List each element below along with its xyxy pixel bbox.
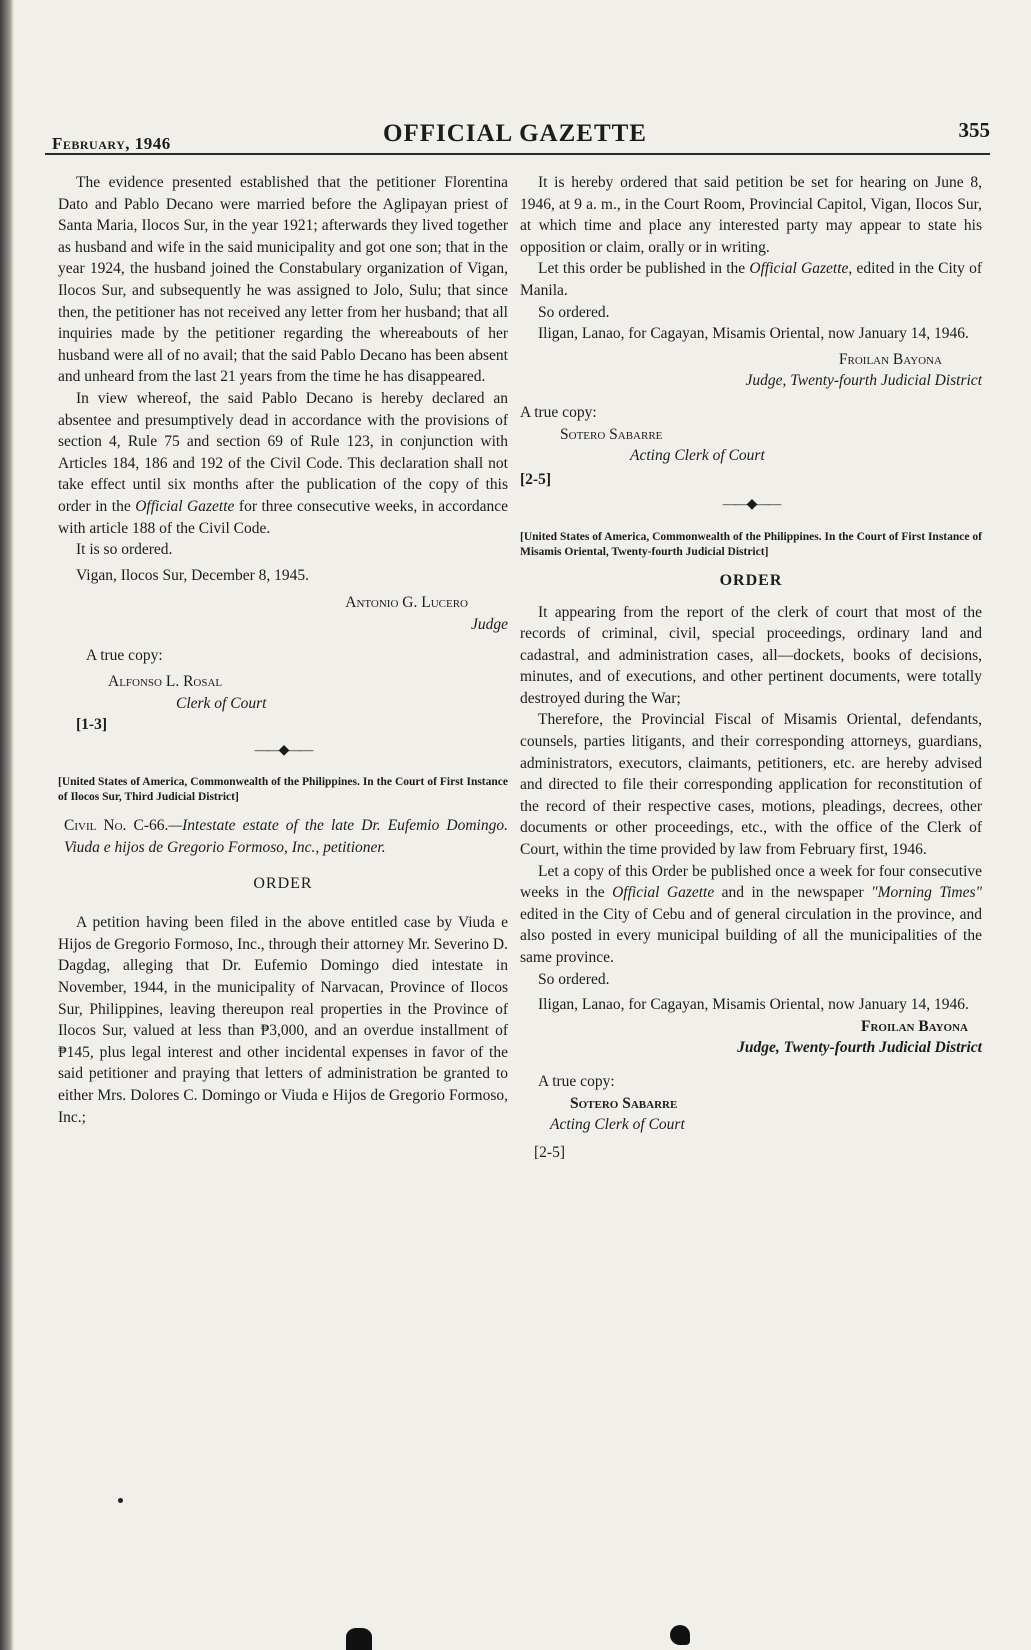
right-true-copy-2: A true copy: <box>538 1072 615 1090</box>
right-para-copy-text-a: Let a copy of this Order be published once a week for four consecutive weeks in the <box>520 862 982 902</box>
right-ref-2: [2-5] <box>534 1143 565 1161</box>
right-order-heading: ORDER <box>719 571 783 589</box>
right-para-copy-newspaper: "Morning Times" <box>871 884 982 902</box>
right-column <box>520 172 982 1167</box>
right-para-copy-text-c: edited in the City of Cebu and of general circulation in the province, and also posted in every municipal building of all the municipalities of the same province. <box>520 905 982 966</box>
header-title: OFFICIAL GAZETTE <box>383 120 647 147</box>
left-place-date: Vigan, Ilocos Sur, December 8, 1945. <box>76 566 310 584</box>
left-true-copy: A true copy: <box>86 647 163 665</box>
left-order-heading: ORDER <box>253 874 313 892</box>
right-para-therefore: Therefore, the Provincial Fiscal of Misamis Oriental, defendants, counsels, parties litigants, and their corresponding attorneys, guardians, administrators, executors, claimants, petitioners, etc. are hereby advised and directed to file their corresponding application for reconstitution of the record of their respective cases, motions, pleadings, decrees, other documents or other proceedings, etc., with the office of the Clerk of Court, within the time provided by law from February first, 1946. <box>520 711 982 859</box>
right-judge-name: Froilan Bayona <box>838 350 942 368</box>
right-so-ordered: So ordered. <box>538 303 610 321</box>
scan-speck <box>118 1498 123 1503</box>
left-judge-name: Antonio G. Lucero <box>345 594 468 612</box>
left-judge-title: Judge <box>470 615 508 633</box>
right-para-copy-text-b: and in the newspaper <box>714 884 872 902</box>
right-clerk-name: Sotero Sabarre <box>560 425 663 443</box>
right-para-publish <box>520 258 982 301</box>
right-place-date: Iligan, Lanao, for Cagayan, Misamis Oriental, now January 14, 1946. <box>538 325 969 343</box>
right-para-publish-text-b: , edited in the City of Manila. <box>520 260 983 299</box>
left-column <box>58 172 508 1128</box>
left-para-petition: A petition having been filed in the above entitled case by Viuda e Hijos de Gregorio Formoso, Inc., through their attorney Mr. Severino D. Dagdag, alleging that Dr. Eufemio Domingo died intestate in November, 1944, in the municipality of Narvacan, Province of Ilocos Sur, Philippines, leaving thereupon real properties in the Province of Ilocos Sur, valued at less than ₱3,000, and an overdue installment of ₱145, plus legal interest and other incidental expenses in favor of the said petitioner and praying that letters of administration be granted to either Mrs. Dolores C. Domingo or Viuda e Hijos de Gregorio Formoso, Inc.; <box>58 914 508 1126</box>
right-clerk-title-2: Acting Clerk of Court <box>550 1116 685 1134</box>
left-para-declaration <box>58 388 508 539</box>
right-caption: [United States of America, Commonwealth of the Philippines. In the Court of First Instance of Misamis Oriental, Twenty-fourth Judicial District] <box>520 530 982 558</box>
left-clerk-name: Alfonso L. Rosal <box>108 673 223 691</box>
right-clerk-title: Acting Clerk of Court <box>630 447 765 465</box>
scan-edge-shadow <box>0 0 14 1650</box>
right-para-copy-gazette: Official Gazette <box>612 884 715 902</box>
header-date: February, 1946 <box>52 134 171 153</box>
left-clerk-title: Clerk of Court <box>176 694 267 712</box>
left-para-evidence: The evidence presented established that the petitioner Florentina Dato and Pablo Decano were married before the Aglipayan priest of Santa Maria, Ilocos Sur, in the year 1921; afterwards they lived together as husband and wife in the said municipality and got one son; that in the year 1924, the husband joined the Constabulary organization of Vigan, Ilocos Sur, and subsequently he was assigned to Jolo, Sulu; that since then, the petitioner has not received any letter from her husband; that all inquiries made by the petitioner regarding the whereabouts of her husband were all of no avail; that the said Pablo Decano has been absent and unheard from the last 21 years from the time he has disappeared. <box>58 174 508 386</box>
page-number: 355 <box>958 118 990 142</box>
right-judge-title: Judge, Twenty-fourth Judicial District <box>745 372 982 390</box>
left-case-line <box>58 815 508 858</box>
left-para-declaration-text-b: for three consecutive weeks, in accordance with article 188 of the Civil Code. <box>58 497 509 537</box>
page-header <box>40 112 990 152</box>
right-ref: [2-5] <box>520 470 551 488</box>
right-so-ordered-2: So ordered. <box>538 970 610 988</box>
right-para-hearing: It is hereby ordered that said petition be set for hearing on June 8, 1946, at 9 a. m., in the Court Room, Provincial Capitol, Vigan, Ilocos Sur, at which time and place any interested party may appear to state his opposition or claim, orally or in writing. <box>520 174 982 256</box>
left-divider: ——◆—— <box>254 742 312 758</box>
right-para-records: It appearing from the report of the clerk of court that most of the records of criminal, civil, special proceedings, ordinary land and cadastral, and administration cases, all—dockets, books of decisions, minutes, and of executions, and other pertinent documents, were totally destroyed during the War; <box>520 603 982 707</box>
scan-blot-right <box>670 1625 690 1645</box>
right-place-date-2: Iligan, Lanao, for Cagayan, Misamis Oriental, now January 14, 1946. <box>538 996 969 1014</box>
left-ref: [1-3] <box>76 716 107 734</box>
left-para-declaration-gazette: Official Gazette <box>135 497 235 515</box>
left-case-title: —Intestate estate of the late Dr. Eufemio Domingo. Viuda e hijos de Gregorio Formoso, Inc., petitioner. <box>64 817 508 857</box>
right-clerk-name-2: Sotero Sabarre <box>570 1094 678 1112</box>
scan-blot-left <box>346 1628 372 1650</box>
right-judge-name-2: Froilan Bayona <box>860 1017 968 1035</box>
left-para-declaration-text-a: In view whereof, the said Pablo Decano is hereby declared an absentee and presumptively dead in accordance with the provisions of section 4, Rule 75 and section 69 of Rule 123, in conjunction with Articles 184, 186 and 192 of the Civil Code. This declaration shall not take effect until six months after the publication of the copy of this order in the <box>58 389 508 515</box>
left-so-ordered: It is so ordered. <box>76 541 173 559</box>
right-true-copy: A true copy: <box>520 403 597 421</box>
right-para-copy <box>520 861 982 969</box>
right-para-publish-text-a: Let this order be published in the <box>538 260 750 278</box>
left-caption: [United States of America, Commonwealth of the Philippines. In the Court of First Instance of Ilocos Sur, Third Judicial District] <box>58 776 508 804</box>
right-divider: ——◆—— <box>722 497 780 513</box>
right-para-publish-gazette: Official Gazette <box>749 260 849 278</box>
left-case-no: Civil No. C-66. <box>64 817 169 835</box>
right-judge-title-2: Judge, Twenty-fourth Judicial District <box>737 1039 982 1057</box>
header-rule <box>45 153 990 155</box>
